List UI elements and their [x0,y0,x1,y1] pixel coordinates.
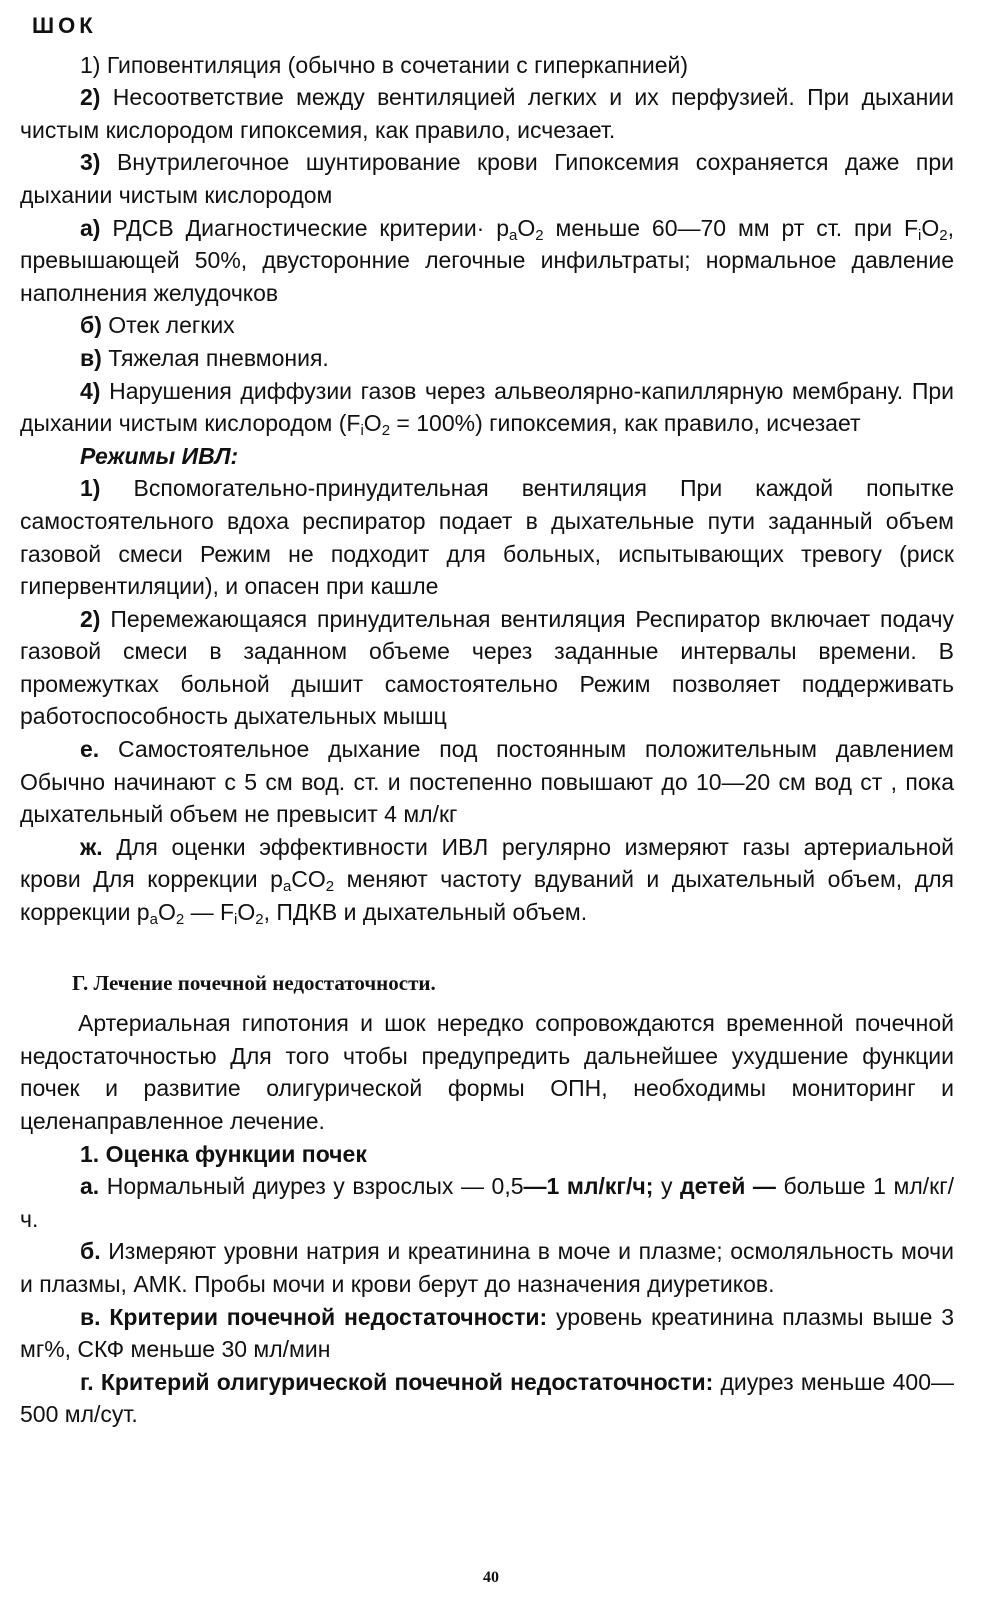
text-run: РДСВ Диагностические критерии· p [100,214,510,241]
text-run: O [517,214,536,241]
item-shunting [20,146,954,211]
item-diffusion [20,375,954,440]
item-text: Тяжелая пневмония. [101,344,329,371]
text-run: больше 1 мл/кг/ч. [20,1173,954,1232]
subscript: 2 [255,911,264,929]
item-number: 2) [80,605,101,632]
text-run: меньше 60—70 мм рт ст. при F [543,214,919,241]
item-text: Несоответствие между вентиляцией легких и их перфузией. При дыхании чистым кислородом гипоксемия, как правило, исчезает. [20,84,954,143]
section-title: Г. Лечение почечной недостаточности. [72,970,436,995]
mode-assist-control [20,472,954,602]
item-letter: б. [80,1238,101,1265]
renal-item-b [20,1235,954,1300]
item-letter: а) [80,214,101,241]
text-run: O [921,214,940,241]
renal-item-g [20,1366,954,1431]
text-run: — F [184,899,235,926]
item-efficiency [20,831,954,929]
text-run: Нарушения диффузии газов через альвеолярно-капиллярную мембрану. При дыхании чистым кислородом (F [20,377,954,437]
item-hypoventilation: 1) Гиповентиляция (обычно в сочетании с гиперкапнией) [80,51,689,78]
subscript: 2 [381,422,391,440]
item-text: Измеряют уровни натрия и креатинина в моче и плазме; осмоляльность мочи и плазмы, АМК. Пробы мочи и крови берут до назначения диуретиков. [20,1238,954,1297]
subscript: i [234,911,238,929]
subscript: a [282,878,292,896]
subscript: 2 [175,911,185,929]
item-text: уровень креатинина плазмы выше 3 мг%, СКФ меньше 30 мл/мин [20,1303,954,1363]
renal-subheading: 1. Оценка функции почек [80,1140,367,1167]
item-letter: в) [80,344,102,371]
renal-item-a [20,1170,954,1235]
text-run: Нормальный диурез у взрослых — 0,5 [99,1173,524,1200]
ventilation-modes [20,440,954,929]
item-text: Отек легких [101,312,235,339]
subscript: a [149,911,158,929]
text-run: = 100%) гипоксемия, как правило, исчезает [390,410,861,437]
text-run: O [363,410,382,437]
subscript: i [360,422,364,440]
text-run: , превышающей 50%, двусторонние легочные инфильтраты; нормальное давление наполнения желудочков [20,214,954,306]
item-number: 1) [80,475,101,502]
renal-intro: Артериальная гипотония и шок нередко сопровождаются временной почечной недостаточностью Для того чтобы предупредить дальнейшее ухудшение функции почек и развитие олигурической формы ОПН, необходимы мониторинг и целенаправленное лечение. [20,1010,954,1134]
item-letter: е. [80,736,100,763]
item-label: г. Критерий олигурической почечной недостаточности: [80,1368,714,1395]
item-text: Внутрилегочное шунтирование крови Гипоксемия сохраняется даже при дыхании чистым кислородом [20,149,954,208]
item-number: 3) [80,149,101,176]
item-edema [20,309,954,342]
text-run: , ПДКВ и дыхательный объем. [263,899,588,926]
item-text: Перемежающаяся принудительная вентиляция Респиратор включает подачу газовой смеси в заданном объеме через заданные интервалы времени. В промежутках больной дышит самостоятельно Режим позволяет поддерживать работоспособность дыхательных мышц [20,605,954,730]
mode-cpap [20,733,954,831]
page-number: 40 [483,1569,499,1586]
text-run: CO [291,866,326,893]
subscript: 2 [325,878,335,896]
item-number: 2) [80,84,101,111]
text-run: —1 мл/кг/ч; [523,1173,654,1200]
item-ards [20,212,954,310]
item-pneumonia [20,342,954,375]
item-vq-mismatch [20,81,954,146]
ventilation-heading: Режимы ИВЛ: [80,442,239,469]
subscript: a [509,226,518,244]
text-run: у [653,1173,681,1200]
text-run: O [157,899,176,926]
item-label: в. Критерии почечной недостаточности: [80,1303,548,1330]
item-number: 4) [80,377,101,404]
renal-item-v [20,1301,954,1366]
text-run: меняют частоту вдуваний и дыхательный объем, для коррекции p [20,866,954,926]
subscript: i [918,226,922,244]
text-run: детей — [680,1173,776,1200]
item-text: Вспомогательно-принудительная вентиляция При каждой попытке самостоятельного вдоха респиратор подает в дыхательные пути заданный объем газовой смеси Режим не подходит для больных, испытывающих тревогу (риск гипервентиляции), и опасен при кашле [20,475,954,600]
renal-section [20,967,954,1431]
running-header: ШОК [32,13,97,38]
item-letter: ж. [80,833,103,860]
text-run: O [237,899,256,926]
item-text: Самостоятельное дыхание под постоянным положительным давлением Обычно начинают с 5 см вод. ст. и постепенно повышают до 10—20 см вод ст , пока дыхательный объем не превысит 4 мл/кг [20,736,954,828]
item-text: диурез меньше 400—500 мл/сут. [20,1368,954,1428]
text-run: Для оценки эффективности ИВЛ регулярно измеряют газы артериальной крови Для коррекции p [20,833,954,893]
subscript: 2 [939,226,948,244]
causes-list [20,49,954,440]
subscript: 2 [535,226,544,244]
item-letter: а. [80,1173,100,1200]
mode-intermittent [20,603,954,733]
item-letter: б) [80,312,102,339]
